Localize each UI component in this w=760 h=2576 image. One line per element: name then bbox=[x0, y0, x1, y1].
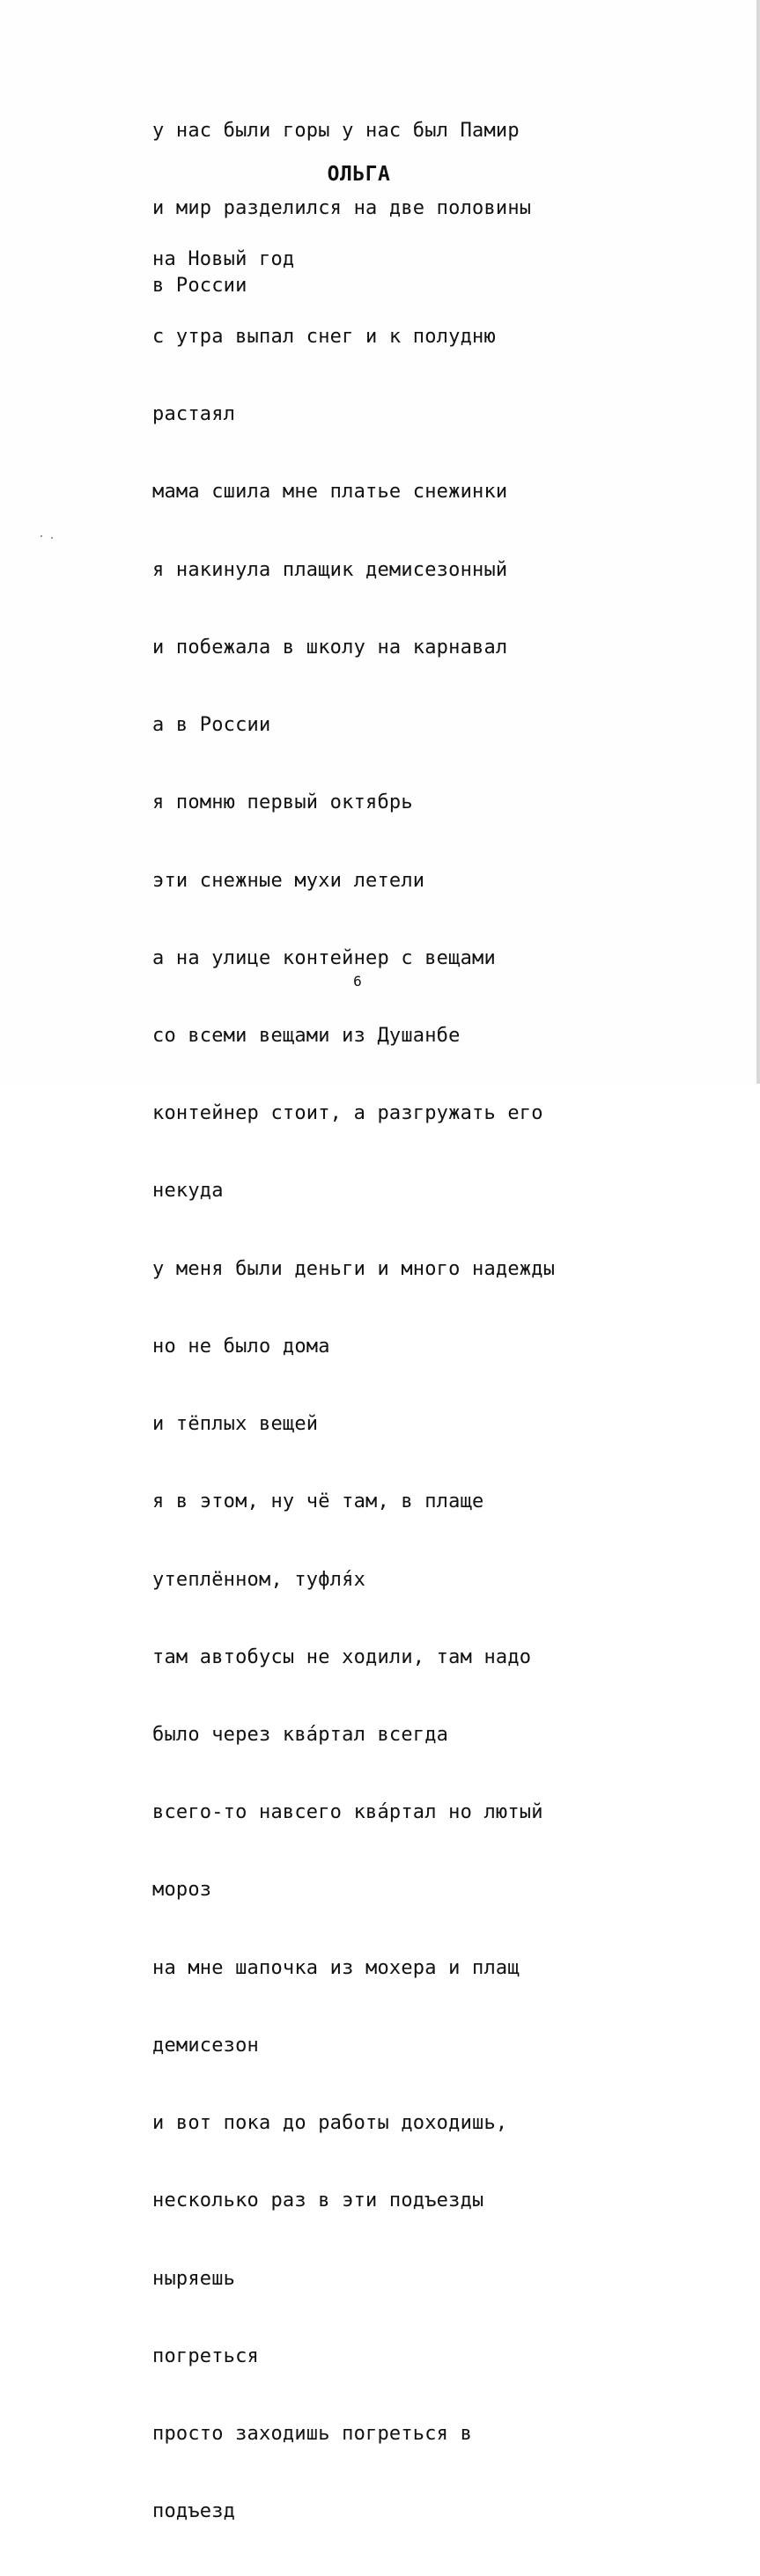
verse-line: я помню первый октябрь bbox=[152, 791, 413, 814]
verse-line: растаял bbox=[152, 403, 236, 426]
verse-line: эти снежные мухи летели bbox=[152, 869, 425, 892]
verse-line: и вот пока до работы доходишь, bbox=[152, 2112, 508, 2135]
verse-line: контейнер стоит, а разгружать его bbox=[152, 1102, 543, 1125]
verse-line: со всеми вещами из Душанбе bbox=[152, 1025, 461, 1047]
scan-speck bbox=[41, 535, 42, 537]
verse-line: мама сшила мне платье снежинки bbox=[152, 481, 508, 504]
verse-line: я в этом, ну чё там, в плаще bbox=[152, 1490, 484, 1513]
verse-line: ныряешь bbox=[152, 2267, 236, 2290]
poem-body bbox=[152, 195, 555, 2576]
verse-line: всего-то навсего ква́ртал но лютый bbox=[152, 1801, 543, 1824]
verse-line: погреться bbox=[152, 2344, 260, 2367]
verse-line: в России bbox=[152, 275, 247, 298]
verse-line: у нас были горы у нас был Памир bbox=[152, 119, 520, 142]
verse-line: с утра выпал снег и к полудню bbox=[152, 326, 496, 349]
verse-line: было через ква́ртал всегда bbox=[152, 1723, 449, 1746]
page-number: 6 bbox=[353, 973, 362, 990]
verse-line: и мир разделился на две половины bbox=[152, 197, 532, 220]
verse-line: и тёплых вещей bbox=[152, 1413, 319, 1436]
section-title: ОЛЬГА bbox=[327, 163, 391, 186]
verse-line: демисезон bbox=[152, 2034, 260, 2057]
scan-speck bbox=[51, 537, 53, 539]
verse-line: и побежала в школу на карнавал bbox=[152, 636, 508, 659]
verse-line: у меня были деньги и много надежды bbox=[152, 1257, 556, 1280]
verse-line: мороз bbox=[152, 1879, 212, 1902]
verse-line: а в России bbox=[152, 714, 271, 737]
verse-line: просто заходишь погреться в bbox=[152, 2422, 473, 2445]
verse-line: там автобусы не ходили, там надо bbox=[152, 1645, 532, 1668]
verse-line: на Новый год bbox=[152, 247, 295, 270]
verse-line: я накинула плащик демисезонный bbox=[152, 558, 508, 581]
verse-line: подъезд bbox=[152, 2500, 236, 2523]
page-edge-shadow bbox=[756, 0, 760, 1084]
verse-line: некуда bbox=[152, 1180, 224, 1203]
verse-line: несколько раз в эти подъезды bbox=[152, 2190, 484, 2212]
verse-line: утеплённом, туфля́х bbox=[152, 1568, 366, 1591]
verse-line: но не было дома bbox=[152, 1335, 330, 1358]
verse-line: на мне шапочка из мохера и плащ bbox=[152, 1956, 520, 1979]
verse-line: а на улице контейнер с вещами bbox=[152, 946, 496, 969]
